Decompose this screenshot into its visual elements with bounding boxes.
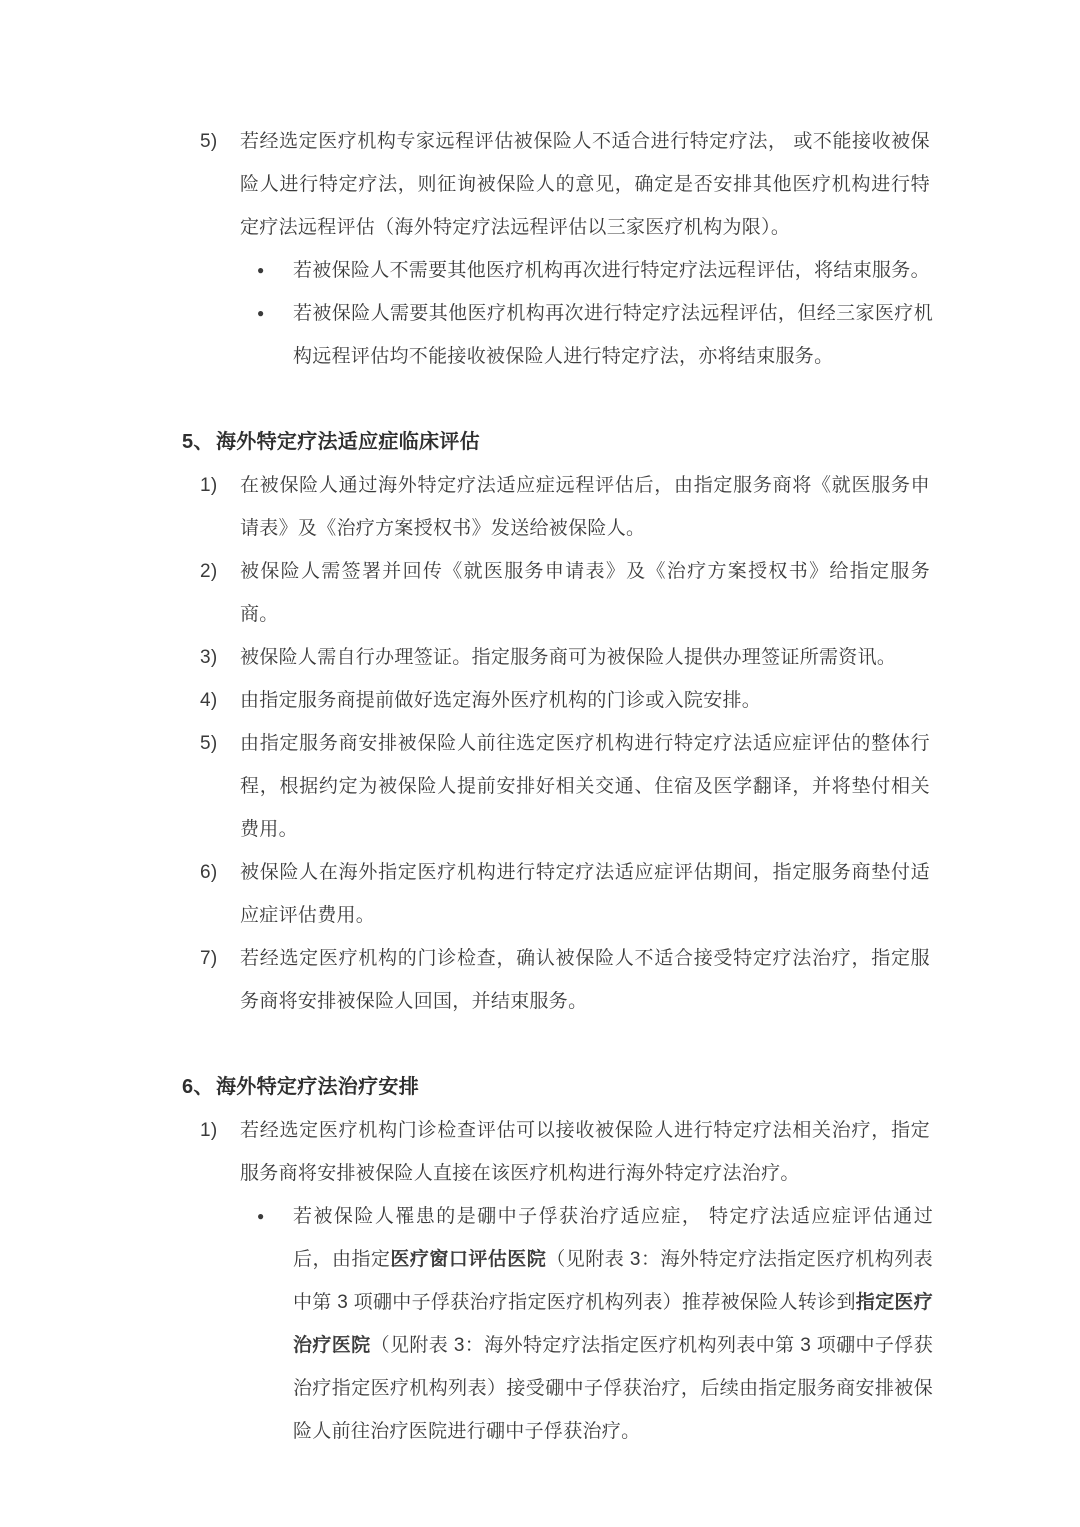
bullet-text-segment-bold: 医疗窗口评估医院 [390, 1249, 547, 1270]
item-text: 被保险人需签署并回传《就医服务申请表》及《治疗方案授权书》给指定服务商。 [240, 561, 930, 625]
bullet-text-segment-bold: 指定医疗治疗医院 [293, 1292, 933, 1356]
item-number: 4) [200, 690, 218, 711]
item-text: 若经选定医疗机构门诊检查评估可以接收被保险人进行特定疗法相关治疗，指定服务商将安排被保险人直接在该医疗机构进行海外特定疗法治疗。 [240, 1120, 930, 1184]
item-number: 7) [200, 948, 218, 969]
section-number: 5、 [182, 431, 214, 453]
bullet-text-segment: （见附表 3：海外特定疗法指定医疗机构列表中第 3 项硼中子俘获治疗指定医疗机构列表）推荐被保险人转诊到 [293, 1249, 933, 1313]
bullet-text: 若被保险人不需要其他医疗机构再次进行特定疗法远程评估，将结束服务。 [293, 260, 930, 281]
item-text: 若经选定医疗机构专家远程评估被保险人不适合进行特定疗法， 或不能接收被保险人进行特定疗法，则征询被保险人的意见，确定是否安排其他医疗机构进行特定疗法远程评估（海外特定疗法远程评估以三家医疗机构为限）。 [240, 131, 930, 238]
numbered-item [200, 851, 930, 937]
bullet-item [257, 249, 933, 292]
item-number: 1) [200, 475, 218, 496]
item-text: 由指定服务商安排被保险人前往选定医疗机构进行特定疗法适应症评估的整体行程，根据约定为被保险人提前安排好相关交通、住宿及医学翻译，并将垫付相关费用。 [240, 733, 930, 840]
section-title: 海外特定疗法适应症临床评估 [216, 431, 480, 453]
item-text: 若经选定医疗机构的门诊检查，确认被保险人不适合接受特定疗法治疗，指定服务商将安排被保险人回国，并结束服务。 [240, 948, 930, 1012]
item-text: 在被保险人通过海外特定疗法适应症远程评估后，由指定服务商将《就医服务申请表》及《治疗方案授权书》发送给被保险人。 [240, 475, 930, 539]
bullet-dot-icon: ● [257, 1209, 265, 1223]
item-number: 6) [200, 862, 218, 883]
numbered-item [200, 679, 930, 722]
numbered-item [200, 1109, 930, 1195]
item-number: 5) [200, 733, 218, 754]
bullet-text-segment: 若被保险人罹患的是硼中子俘获治疗适应症， 特定疗法适应症评估通过后，由指定 [293, 1206, 933, 1270]
bullet-text-segment: （见附表 3：海外特定疗法指定医疗机构列表中第 3 项硼中子俘获治疗指定医疗机构列表）接受硼中子俘获治疗，后续由指定服务商安排被保险人前往治疗医院进行硼中子俘获治疗。 [293, 1335, 934, 1442]
bullet-dot-icon: ● [257, 263, 265, 277]
bullet-item [257, 292, 933, 378]
bullet-text [293, 1206, 933, 1442]
numbered-item [200, 550, 930, 636]
item-text: 被保险人需自行办理签证。指定服务商可为被保险人提供办理签证所需资讯。 [240, 647, 897, 668]
section-heading [182, 1066, 1080, 1109]
numbered-item [200, 636, 930, 679]
section-heading [182, 421, 1080, 464]
section-title: 海外特定疗法治疗安排 [216, 1076, 419, 1098]
item-text: 被保险人在海外指定医疗机构进行特定疗法适应症评估期间，指定服务商垫付适应症评估费用。 [240, 862, 930, 926]
item-number: 5) [200, 131, 218, 152]
bullet-text: 若被保险人需要其他医疗机构再次进行特定疗法远程评估，但经三家医疗机构远程评估均不能接收被保险人进行特定疗法，亦将结束服务。 [293, 303, 933, 367]
numbered-item [200, 464, 930, 550]
item-number: 3) [200, 647, 218, 668]
bullet-item [257, 1195, 934, 1453]
numbered-item [200, 937, 930, 1023]
bullet-dot-icon: ● [257, 306, 265, 320]
item-number: 2) [200, 561, 218, 582]
numbered-item [200, 722, 930, 851]
section-number: 6、 [182, 1076, 214, 1098]
item-text: 由指定服务商提前做好选定海外医疗机构的门诊或入院安排。 [240, 690, 762, 711]
numbered-item [200, 120, 930, 249]
item-number: 1) [200, 1120, 218, 1141]
